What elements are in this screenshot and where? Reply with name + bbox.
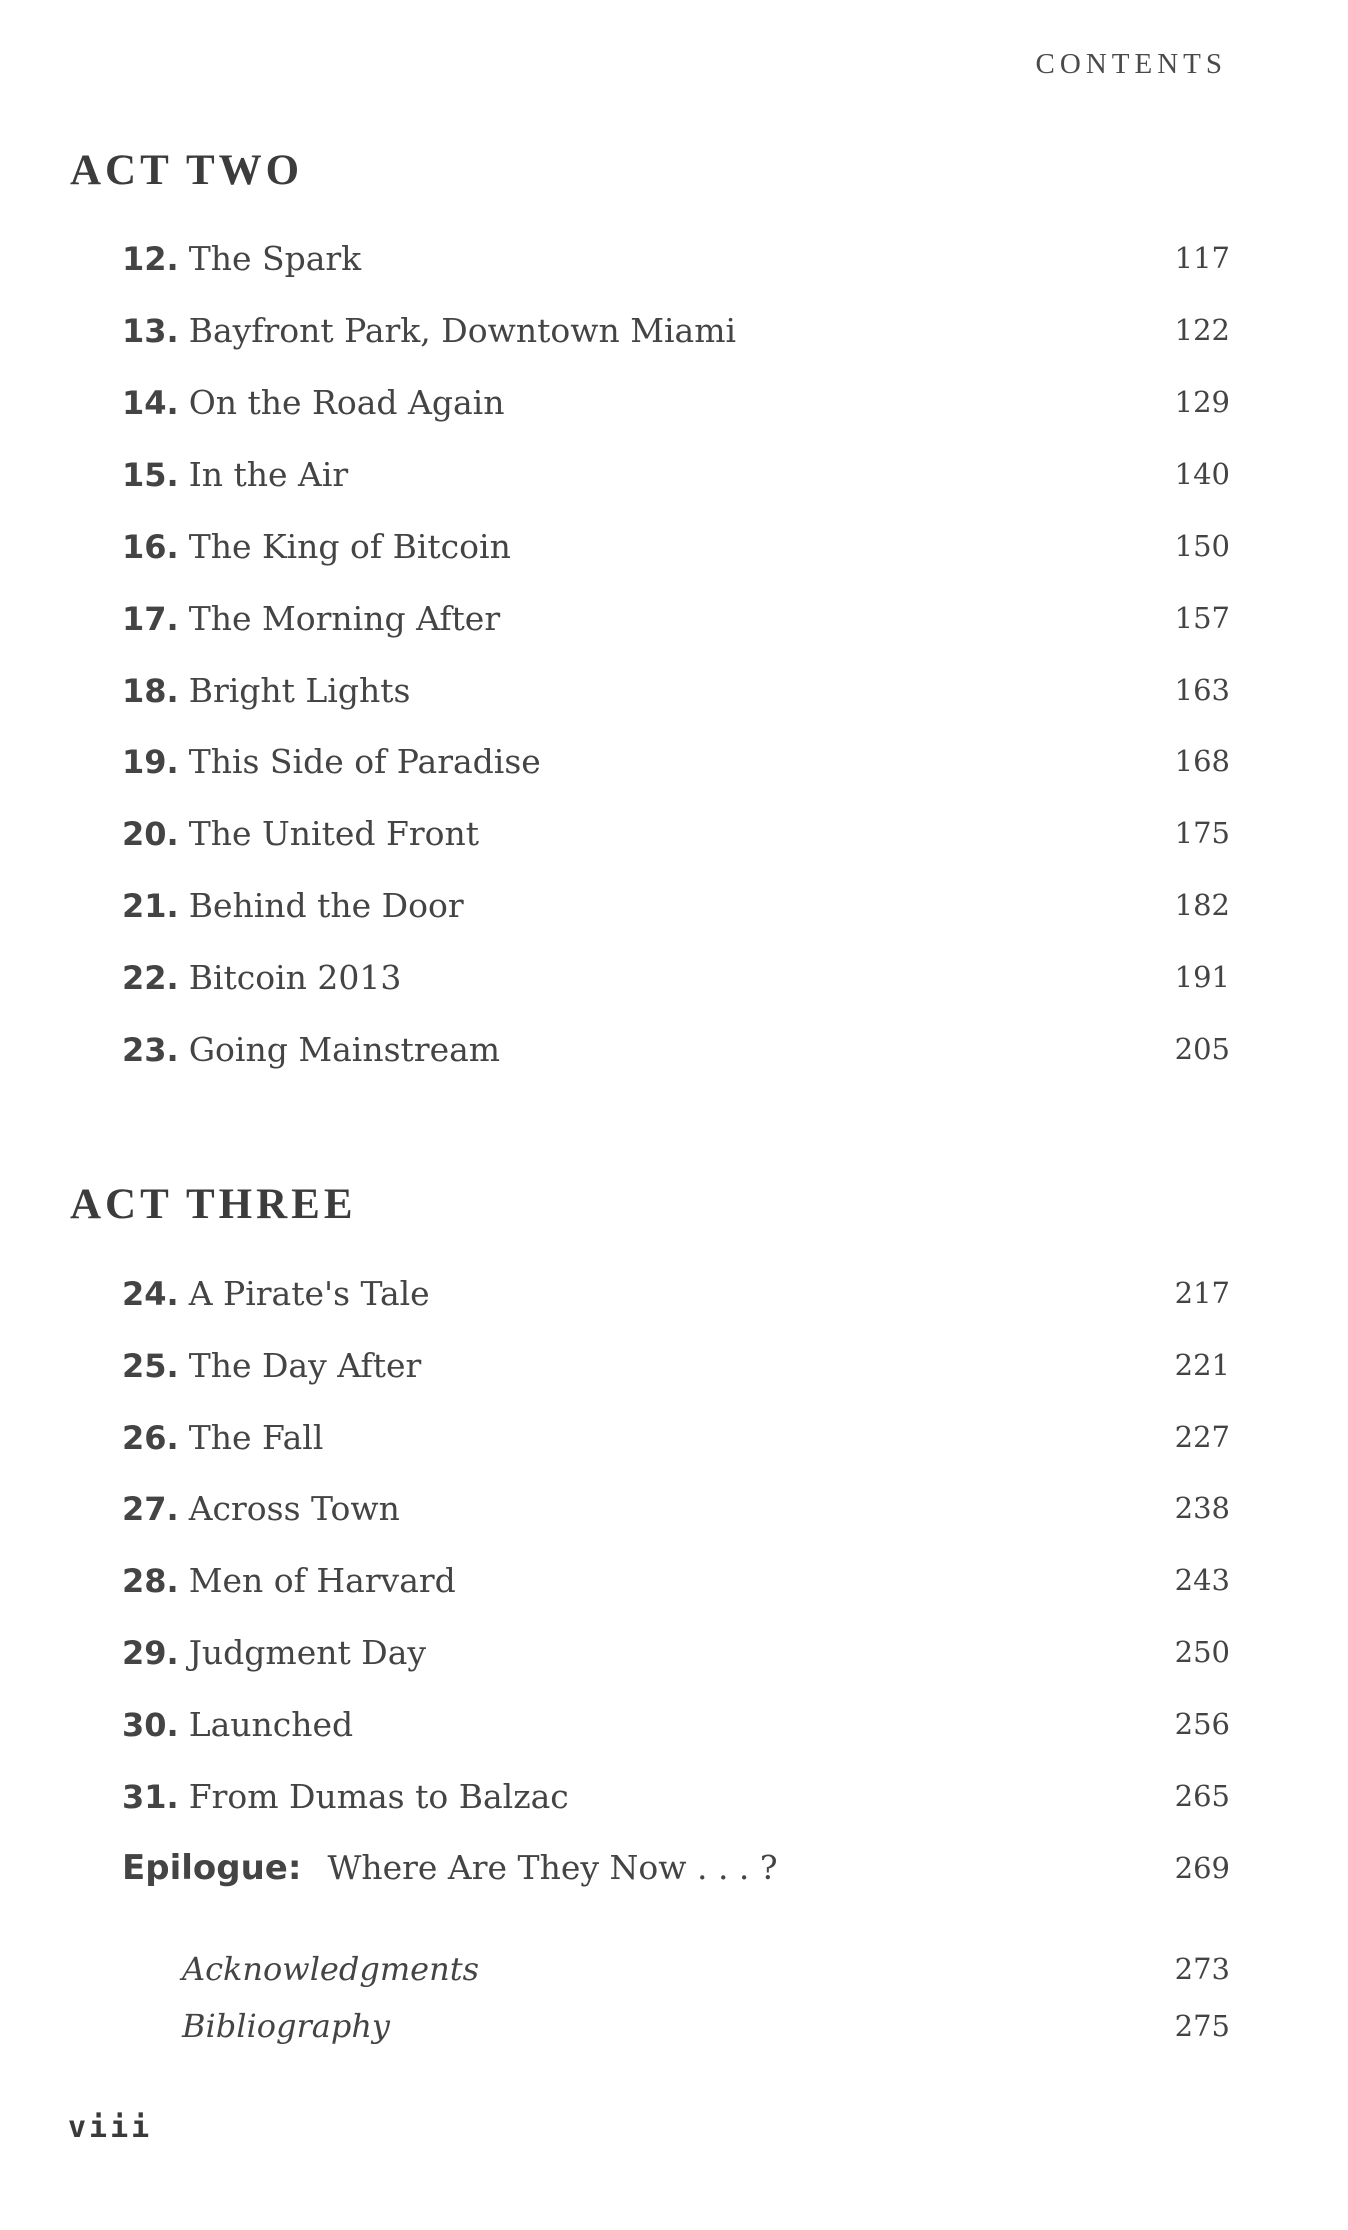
- chapter-number: 12.: [122, 239, 179, 278]
- acknowledgments-title: Acknowledgments: [182, 1950, 479, 1988]
- page-number: 275: [1174, 2009, 1230, 2043]
- chapter-number: 19.: [122, 742, 179, 781]
- running-head: CONTENTS: [1035, 48, 1227, 80]
- chapter-number: 21.: [122, 886, 179, 925]
- chapter-title: This Side of Paradise: [188, 741, 541, 781]
- page-number: 140: [1174, 457, 1230, 491]
- page-number: 157: [1174, 601, 1230, 635]
- page-number: 238: [1174, 1491, 1230, 1525]
- page-number: 221: [1174, 1348, 1230, 1382]
- toc-entry: [122, 588, 1230, 648]
- toc-entry: [122, 803, 1230, 863]
- toc-entry: [122, 1478, 1230, 1538]
- chapter-number: 23.: [122, 1030, 179, 1069]
- back-matter-entry: [182, 1941, 1230, 1997]
- page-number: 122: [1174, 313, 1230, 347]
- chapter-title: The Morning After: [188, 598, 501, 638]
- chapter-title: Going Mainstream: [188, 1029, 501, 1069]
- toc-entry: [122, 1335, 1230, 1395]
- chapter-number: 16.: [122, 527, 179, 566]
- page-folio: viii: [68, 2110, 153, 2145]
- chapter-title: Bright Lights: [188, 670, 411, 710]
- chapter-number: 17.: [122, 599, 179, 638]
- toc-entry: [122, 300, 1230, 360]
- chapter-number: 29.: [122, 1633, 179, 1672]
- chapter-title: Bitcoin 2013: [188, 957, 402, 997]
- toc-entry: [122, 1622, 1230, 1682]
- chapter-title: The Day After: [188, 1345, 422, 1385]
- toc-entry: [122, 1407, 1230, 1467]
- toc-entry: [122, 228, 1230, 288]
- chapter-title: On the Road Again: [188, 382, 505, 422]
- chapter-title: Behind the Door: [188, 885, 464, 925]
- chapter-number: 15.: [122, 455, 179, 494]
- chapter-title: Men of Harvard: [188, 1560, 456, 1600]
- chapter-title: The Spark: [188, 238, 362, 278]
- page-number: 175: [1174, 816, 1230, 850]
- epilogue-title: Where Are They Now . . . ?: [327, 1848, 778, 1887]
- toc-entry: [122, 1019, 1230, 1079]
- chapter-title: A Pirate's Tale: [188, 1273, 430, 1313]
- toc-entry: [122, 875, 1230, 935]
- chapter-title: Judgment Day: [188, 1632, 427, 1672]
- page-number: 250: [1174, 1635, 1230, 1669]
- toc-entry: [122, 1550, 1230, 1610]
- page-number: 168: [1174, 744, 1230, 778]
- page-number: 227: [1174, 1420, 1230, 1454]
- chapter-number: 18.: [122, 671, 179, 710]
- toc-entry: [122, 372, 1230, 432]
- chapter-title: Launched: [188, 1704, 354, 1744]
- chapter-number: 24.: [122, 1274, 179, 1313]
- chapter-number: 26.: [122, 1418, 179, 1457]
- toc-entry: [122, 1766, 1230, 1826]
- page-number: 256: [1174, 1707, 1230, 1741]
- chapter-number: 27.: [122, 1489, 179, 1528]
- chapter-number: 20.: [122, 814, 179, 853]
- toc-entry: [122, 1263, 1230, 1323]
- chapter-title: The United Front: [188, 813, 480, 853]
- toc-entry: [122, 444, 1230, 504]
- chapter-title: Across Town: [188, 1488, 400, 1528]
- bibliography-title: Bibliography: [182, 2007, 390, 2045]
- back-matter-entry: [182, 1998, 1230, 2054]
- page-number: 265: [1174, 1779, 1230, 1813]
- chapter-title: In the Air: [188, 454, 349, 494]
- chapter-number: 30.: [122, 1705, 179, 1744]
- chapter-number: 28.: [122, 1561, 179, 1600]
- chapter-number: 25.: [122, 1346, 179, 1385]
- chapter-title: The King of Bitcoin: [188, 526, 511, 566]
- page-number: 217: [1174, 1276, 1230, 1310]
- chapter-number: 31.: [122, 1777, 179, 1816]
- chapter-title: From Dumas to Balzac: [188, 1776, 569, 1816]
- page-number: 205: [1174, 1032, 1230, 1066]
- act-three-heading: ACT THREE: [70, 1181, 357, 1228]
- toc-entry: [122, 947, 1230, 1007]
- page-number: 117: [1174, 241, 1230, 275]
- chapter-title: The Fall: [188, 1417, 324, 1457]
- epilogue-label: Epilogue:: [122, 1848, 302, 1888]
- chapter-number: 13.: [122, 311, 179, 350]
- page-number: 269: [1174, 1851, 1230, 1885]
- toc-entry: [122, 516, 1230, 576]
- epilogue-entry: [122, 1838, 1230, 1898]
- toc-entry: [122, 731, 1230, 791]
- page-number: 150: [1174, 529, 1230, 563]
- page-number: 191: [1174, 960, 1230, 994]
- page-number: 273: [1174, 1952, 1230, 1986]
- toc-entry: [122, 1694, 1230, 1754]
- chapter-number: 14.: [122, 383, 179, 422]
- chapter-title: Bayfront Park, Downtown Miami: [188, 310, 737, 350]
- page-number: 243: [1174, 1563, 1230, 1597]
- chapter-number: 22.: [122, 958, 179, 997]
- page-number: 182: [1174, 888, 1230, 922]
- act-two-heading: ACT TWO: [70, 147, 304, 194]
- toc-entry: [122, 660, 1230, 720]
- page-number: 163: [1174, 673, 1230, 707]
- page-number: 129: [1174, 385, 1230, 419]
